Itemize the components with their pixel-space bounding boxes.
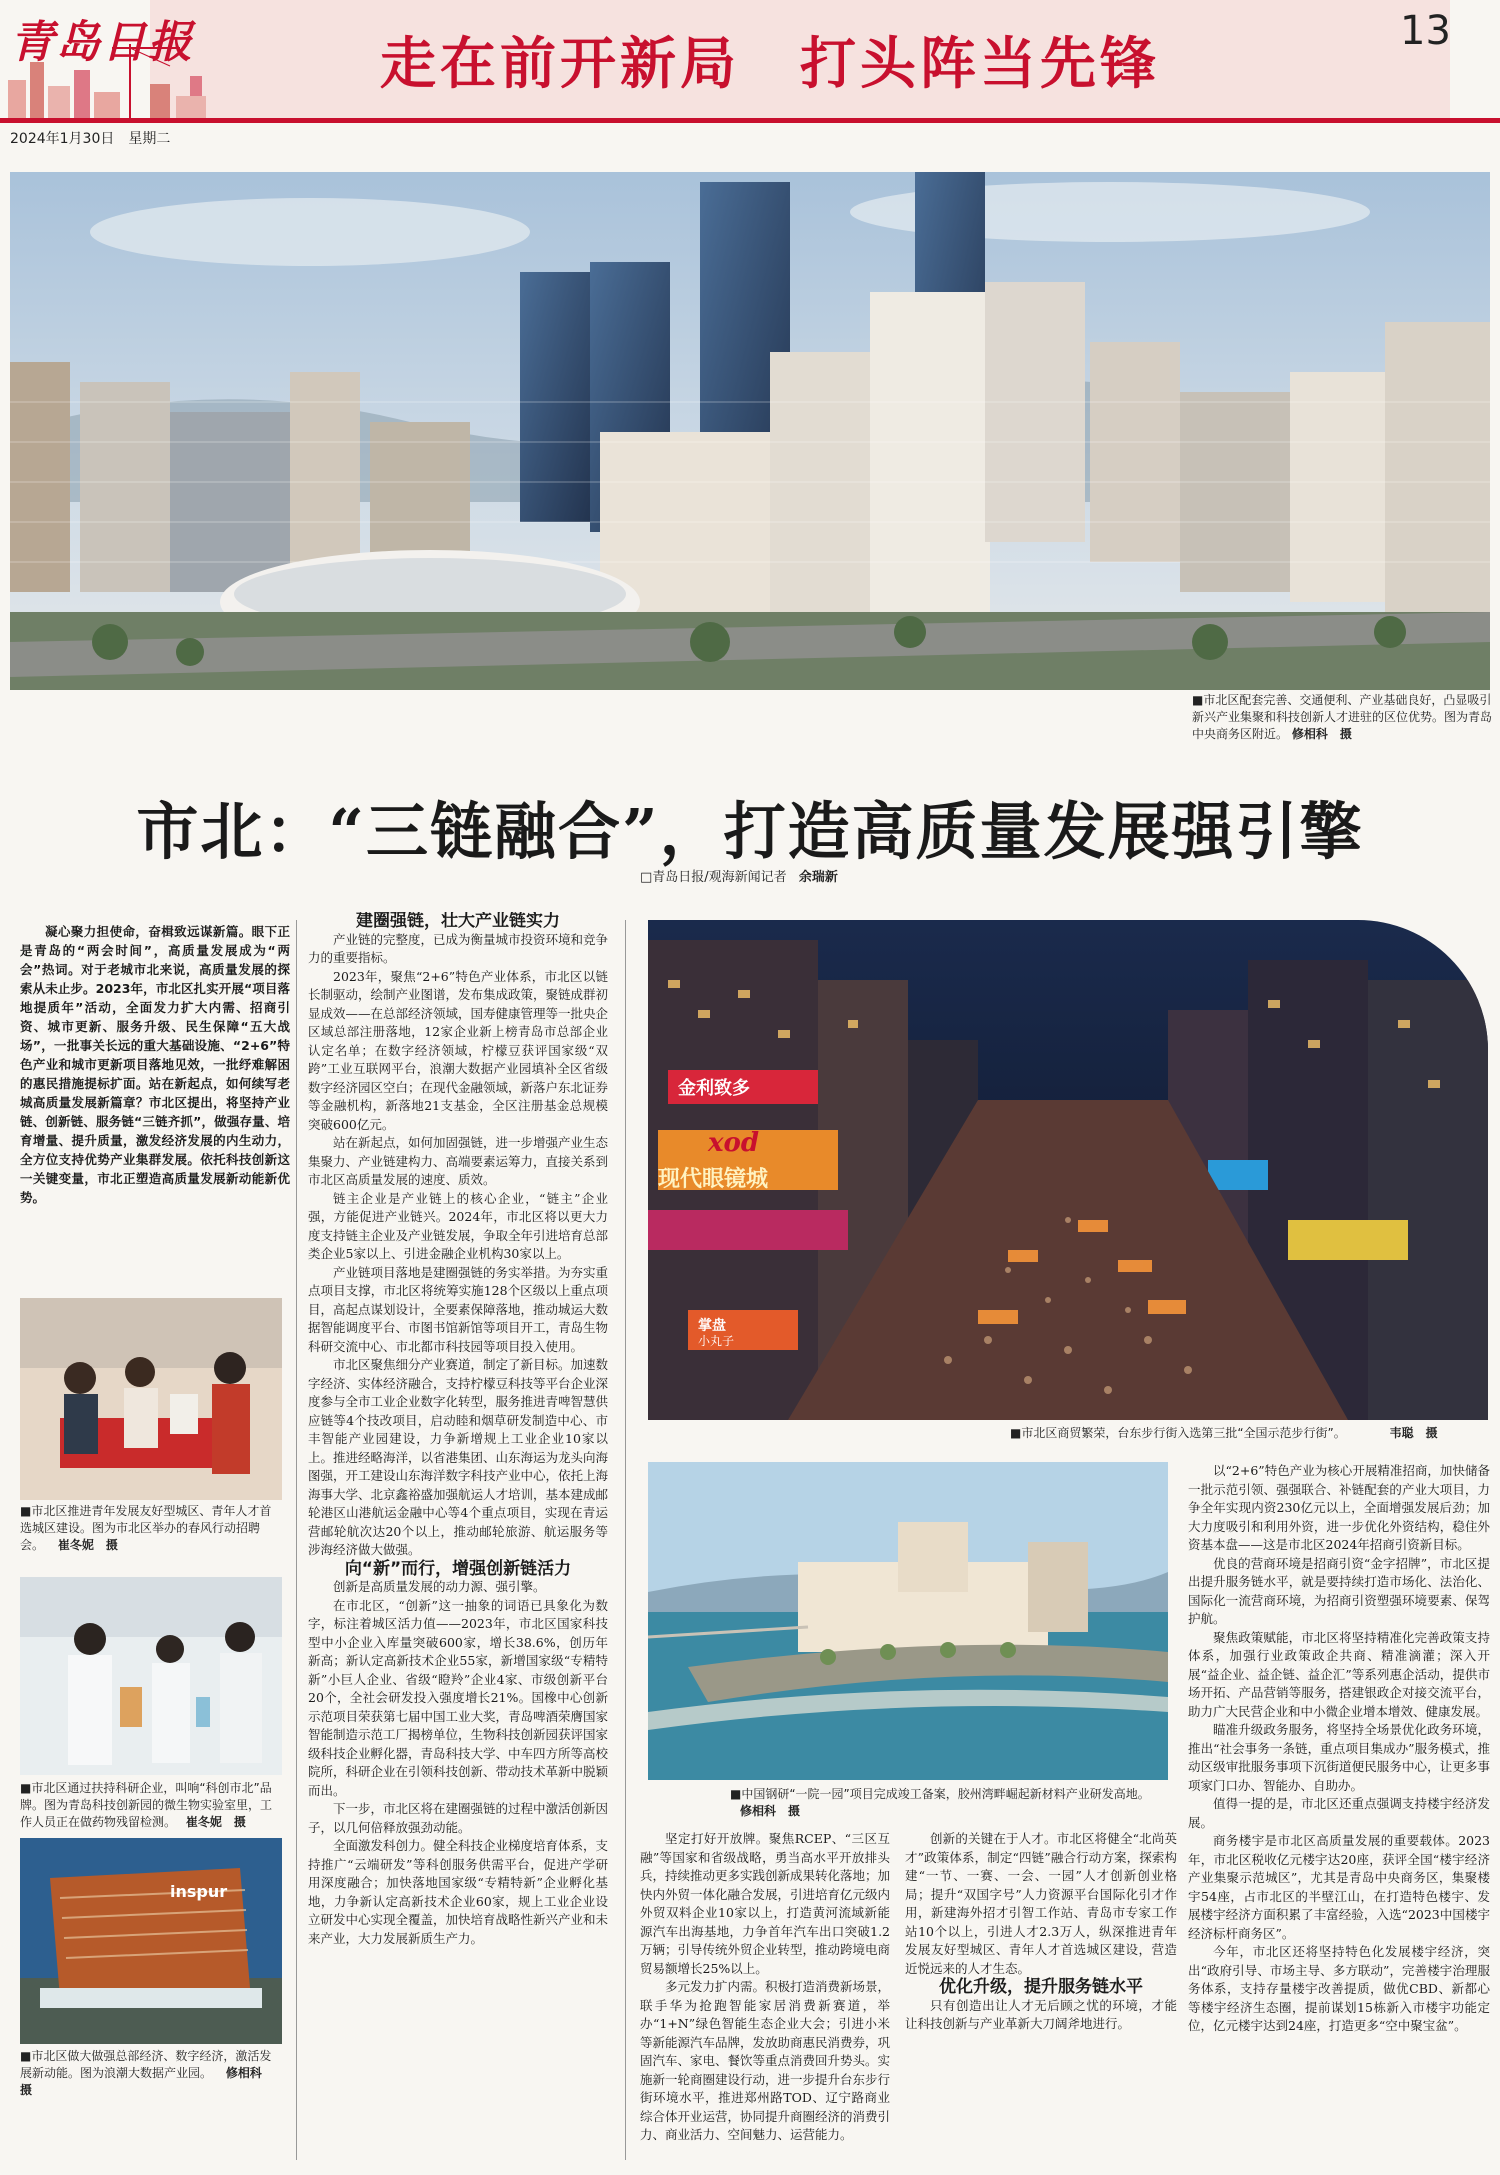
inspur-park-photo: [20, 1838, 282, 2044]
body-paragraph: 优良的营商环境是招商引资“金字招牌”，市北区提出提升服务链水平，就是要持续打造市场化、法治化、国际化一流营商环境，为招商引资塑强环境要素、保驾护航。: [1188, 1555, 1490, 1626]
neon-sign-zhangpan: 掌盘: [698, 1318, 726, 1334]
lab-photo: [20, 1577, 282, 1775]
header-rule: [0, 118, 1500, 123]
inspur-caption: [20, 2048, 282, 2099]
body-paragraph: 值得一提的是，市北区还重点强调支持楼宇经济发展。: [1188, 1796, 1490, 1830]
neon-sign-xiaowanzi: 小丸子: [698, 1334, 735, 1348]
job-fair-image: [20, 1298, 282, 1500]
masthead: [0, 0, 1500, 147]
body-paragraph: 创新的关键在于人才。市北区将健全“北尚英才”政策体系，制定“四链”融合行动方案，探索构建“一节、一赛、一会、一园”人才创新创业格局；提升“双国字号”人力资源平台国际化引才作用，新建海外招才引智工作站、青岛市专家工作站10个以上，引进人才2.3万人，纵深推进青年发展友好型城区、青年人才首选城区建设，营造近悦远来的人才生态。: [905, 1831, 1177, 1976]
caption-text: ■中国钢研“一院一园”项目完成竣工备案，胶州湾畔崛起新材料产业研发高地。: [730, 1787, 1150, 1801]
neon-sign-jinli: 金利致多: [678, 1078, 750, 1099]
body-paragraph: 只有创造出让人才无后顾之忧的环境，才能让科技创新与产业革新大刀阔斧地进行。: [905, 1997, 1177, 2031]
city-skyline-photo: [10, 172, 1490, 690]
issue-date: 2024年1月30日 星期二: [10, 131, 171, 147]
inspur-sign: inspur: [170, 1882, 228, 1901]
lead-paragraph: 凝心聚力担使命，奋楫致远谋新篇。眼下正是青岛的“两会时间”，高质量发展成为“两会”热词。对于老城市北来说，高质量发展的探索从未止步。2023年，市北区扎实开展“项目落地提质年”活动，全面发力扩大内需、招商引资、城市更新、服务升级、民生保障“五大战场”，一批事关长远的重大基础设施、“2+6”特色产业和城市更新项目落地见效，一批纾难解困的惠民措施提标扩面。站在新起点，如何续写老城高质量发展新篇章？市北区提出，将坚持产业链、创新链、服务链“三链齐抓”，做强存量、培育增量、提升质量，激发经济发展的内生动力，全方位支持优势产业集群发展。依托科技创新这一关键变量，市北正塑造高质量发展新动能新优势。: [20, 924, 290, 1205]
page-number: 13: [1400, 8, 1451, 54]
caption-credit: 修相科 摄: [20, 2066, 274, 2097]
lab-image: [20, 1577, 282, 1775]
body-paragraph: 产业链的完整度，已成为衡量城市投资环境和竞争力的重要指标。: [308, 931, 608, 965]
byline-name: 余瑞新: [798, 870, 838, 885]
night-street-photo: [648, 920, 1488, 1420]
column-divider: [625, 920, 626, 2160]
lab-caption: [20, 1780, 282, 1831]
job-fair-caption: [20, 1503, 282, 1554]
caption-credit: 崔冬妮 摄: [57, 1538, 118, 1552]
night-street-image: [648, 920, 1488, 1420]
body-paragraph: 在市北区，“创新”这一抽象的词语已具象化为数字，标注着城区活力值——2023年，市北区国家科技型中小企业入库量突破600家，增长38.6%，创历年新高；新认定高新技术企业55家，新增国家级“专精特新”小巨人企业、省级“瞪羚”企业4家、市级创新平台20个，全社会研发投入强度增长21%。国橡中心创新示范项目荣获第七届中国工业大奖，青岛啤酒荣膺国家智能制造示范工厂揭榜单位，生物科技创新园获评国家级科技企业孵化器，青岛科技大学、中车四方所等高校院所，科研企业在引领科技创新、带动技术革新中脱颖而出。: [308, 1597, 608, 1798]
inspur-park-image: [20, 1838, 282, 2044]
city-photo-caption: [1192, 692, 1492, 743]
section-heading-innovation-chain: 向“新”而行，增强创新链活力: [344, 1558, 572, 1579]
coastal-caption: [730, 1786, 1170, 1820]
body-paragraph: 下一步，市北区将在建圈强链的过程中激活创新因子，以几何倍释放强劲动能。: [308, 1801, 608, 1835]
caption-text: ■市北区配套完善、交通便利、产业基础良好，凸显吸引新兴产业集聚和科技创新人才进驻的区位优势。图为青岛中央商务区附近。: [1192, 693, 1493, 741]
night-street-caption: [1010, 1425, 1490, 1442]
caption-credit: 崔冬妮 摄: [185, 1815, 246, 1829]
body-paragraph: 坚定打好开放牌。聚焦RCEP、“三区互融”等国家和省级战略，勇当高水平开放排头兵，持续推动更多实践创新成果转化落地；加快内外贸一体化融合发展，引进培育亿元级内外贸双料企业10家以上，打造黄河流域新能源汽车出海基地，力争首年汽车出口突破1.2万辆；引导传统外贸企业转型，推动跨境电商贸易额增长25%以上。: [640, 1831, 890, 1976]
body-paragraph: 创新是高质量发展的动力源、强引擎。: [333, 1579, 546, 1594]
byline: [640, 866, 838, 885]
caption-text: ■市北区通过扶持科研企业，叫响“科创市北”品牌。图为青岛科技创新园的微生物实验室里，工作人员正在做药物残留检测。: [20, 1781, 273, 1829]
body-paragraph: 2023年，聚焦“2+6”特色产业体系，市北区以链长制驱动，绘制产业图谱，发布集成政策，聚链成群初显成效——在总部经济领域，国寿健康管理等一批央企区域总部注册落地，12家企业新上榜青岛市总部企业认定名单；在数字经济领域，柠檬豆获评国家级“双跨”工业互联网平台，浪潮大数据产业园填补全区省级数字经济园区空白；在现代金融领域，新落户东北证券等金融机构，新落地21支基金，全区注册基金总规模突破600亿元。: [308, 968, 608, 1132]
body-paragraph: 多元发力扩内需。积极打造消费新场景，联手华为抢跑智能家居消费新赛道，举办“1+N”绿色智能生态企业大会；引进小米等新能源汽车品牌，发放助商惠民消费券，巩固汽车、家电、餐饮等重点消费回升势头。实施新一轮商圈建设行动，进一步提升台东步行街环境水平，推进郑州路TOD、辽宁路商业综合体开业运营，协同提升商圈经济的消费引力、商业活力、空间魅力、运营能力。: [640, 1979, 890, 2142]
column-divider: [296, 920, 297, 2160]
body-paragraph: 产业链项目落地是建圈强链的务实举措。为夯实重点项目支撑，市北区将统筹实施128个区级以上重点项目，高起点谋划设计，全要素保障落地，推动城运大数据智能调度平台、市图书馆新馆等项目开工，青岛生物科研交流中心、市北都市科技园等项目投入使用。: [308, 1264, 608, 1354]
body-paragraph: 聚焦政策赋能，市北区将坚持精准化完善政策支持体系，加强行业政策政企共商、精准滴灌；深入开展“益企业、益企链、益企汇”等系列惠企活动，提供市场开拓、产品营销等服务，搭建银政企对接交流平台，助力广大民营企业和中小微企业增本增效、健康发展。: [1188, 1629, 1490, 1719]
job-fair-photo: [20, 1298, 282, 1500]
body-paragraph: 今年，市北区还将坚持特色化发展楼宇经济，突出“政府引导、市场主导、多方联动”，完善楼宇治理服务体系，支持存量楼宇改善提质，做优CBD、新都心等楼宇经济生态圈，提前谋划15栋新入市楼宇功能定位，亿元楼宇达到24座，打造更多“空中聚宝盆”。: [1188, 1944, 1490, 2033]
byline-prefix: □青岛日报/观海新闻记者: [640, 870, 787, 885]
article-lead: [20, 922, 290, 1292]
paper-logo: 青岛日报: [10, 17, 194, 68]
article-column-2: [308, 912, 608, 2172]
city-skyline-image: [10, 172, 1490, 690]
article-column-3: [640, 1830, 890, 2170]
body-paragraph: 商务楼宇是市北区高质量发展的重要载体。2023年，市北区税收亿元楼宇达20座，获评全国“楼宇经济产业集聚示范城区”，尤其是青岛中央商务区，集聚楼宇54座，占市北区的半壁江山，在打造特色楼宇、发展楼宇经济方面积累了丰富经验，入选“2023中国楼宇经济标杆商务区”。: [1188, 1833, 1490, 1941]
section-banner: 走在前开新局 打头阵当先锋: [380, 32, 1160, 97]
neon-sign-xod: xod: [708, 1128, 760, 1158]
article-headline: 市北：“三链融合”，打造高质量发展强引擎: [136, 795, 1364, 868]
coastal-campus-photo: [648, 1462, 1168, 1780]
body-paragraph: 站在新起点，如何加固强链，进一步增强产业生态集聚力、产业链建构力、高端要素运筹力，直接关系到市北区高质量发展的速度、质效。: [308, 1135, 608, 1187]
body-paragraph: 瞄准升级政务服务，将坚持全场景优化政务环境，推出“社会事务一条链，重点项目集成办”服务模式，推动区级审批服务事项下沉街道便民服务中心，让更多事项家门口办、智能办、自助办。: [1188, 1722, 1490, 1793]
caption-credit: 修相科 摄: [1291, 727, 1352, 741]
neon-sign-glasses: 现代眼镜城: [658, 1167, 769, 1192]
body-paragraph: 全面激发科创力。健全科技企业梯度培育体系，支持推广“云端研发”等科创服务供需平台，促进产学研用深度融合；加快落地国家级“专精特新”企业孵化基地，力争新认定高新技术企业60家，规上工业企业设立研发中心实现全覆盖，加快培育战略性新兴产业和未来产业，大力发展新质生产力。: [308, 1838, 608, 1946]
body-paragraph: 市北区聚焦细分产业赛道，制定了新目标。加速数字经济、实体经济融合，支持柠檬豆科技等平台企业深度参与全市工业企业数字化转型，服务推进青啤智慧供应链等4个技改项目，启动睦和烟草研发制造中心、市丰智能产业园建设，力争新增规上工业企业10家以上。推进经略海洋，以省港集团、山东海运为龙头向海图强，开工建设山东海洋数字科技产业中心，依托上海海事大学、北京鑫裕盛加强航运人才培训，基本建成邮轮港区山港航运金融中心等4个重点项目，实现在青运营邮轮航次达20个以上，推动邮轮旅游、航运服务等涉海经济做大做强。: [308, 1357, 608, 1557]
caption-credit: 韦聪 摄: [1389, 1426, 1438, 1440]
body-paragraph: 以“2+6”特色产业为核心开展精准招商，加快储备一批示范引领、强强联合、补链配套的产业大项目，力争全年实现内资230亿元以上，全面增强发展后劲；加大力度吸引和利用外资，进一步优化外资结构，稳住外资基本盘——这是市北区2024年招商引资新目标。: [1188, 1463, 1490, 1552]
section-heading-service-chain: 优化升级，提升服务链水平: [939, 1977, 1143, 1997]
coastal-campus-image: [648, 1462, 1168, 1780]
section-heading-industry-chain: 建圈强链，壮大产业链实力: [356, 912, 560, 931]
caption-text: ■市北区推进青年发展友好型城区、青年人才首选城区建设。图为市北区举办的春风行动招聘会。: [20, 1504, 272, 1552]
article-column-4: [905, 1830, 1177, 2170]
caption-text: ■市北区做大做强总部经济、数字经济，激活发展新动能。图为浪潮大数据产业园。: [20, 2049, 272, 2080]
body-paragraph: 链主企业是产业链上的核心企业，“链主”企业强，方能促进产业链兴。2024年，市北区将以更大力度支持链主企业及产业链发展，争取全年引进培育总部类企业5家以上、引进金融企业机构30家以上。: [308, 1190, 608, 1261]
caption-text: ■市北区商贸繁荣，台东步行街入选第三批“全国示范步行街”。: [1010, 1426, 1346, 1440]
caption-credit: 修相科 摄: [740, 1804, 801, 1818]
article-column-5: [1188, 1462, 1490, 2170]
